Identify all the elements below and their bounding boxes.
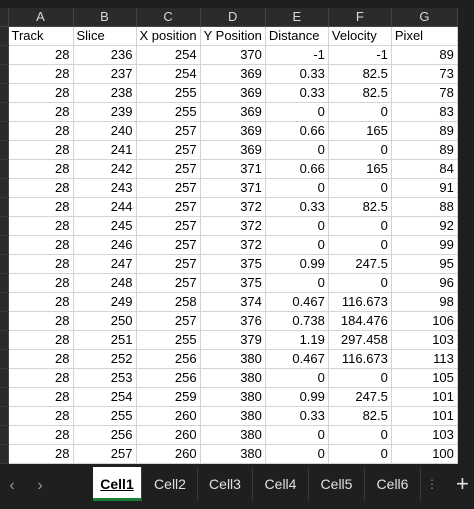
cell-slice[interactable]: 250 — [73, 312, 136, 331]
table-row — [0, 103, 457, 122]
cell-distance[interactable]: 0 — [265, 236, 328, 255]
cell-track[interactable]: 28 — [8, 255, 73, 274]
cell-pixel[interactable]: 100 — [391, 445, 457, 464]
cell-pixel[interactable]: 73 — [391, 65, 457, 84]
cell-velocity[interactable]: 82.5 — [328, 65, 391, 84]
cell-pixel[interactable]: 105 — [391, 369, 457, 388]
chevron-left-icon[interactable]: ‹ — [9, 477, 15, 494]
cell-y-position[interactable]: 370 — [200, 46, 265, 65]
cell-pixel[interactable]: 113 — [391, 350, 457, 369]
cell-slice[interactable]: 248 — [73, 274, 136, 293]
tab-cell6[interactable]: Cell6 — [365, 467, 421, 501]
cell-slice[interactable]: 236 — [73, 46, 136, 65]
cell-velocity[interactable]: 0 — [328, 426, 391, 445]
cell-pixel[interactable]: 91 — [391, 179, 457, 198]
row-header[interactable] — [0, 445, 8, 464]
column-header-f[interactable]: F — [328, 8, 391, 27]
cell-slice[interactable]: 245 — [73, 217, 136, 236]
row-header[interactable] — [0, 331, 8, 350]
cell-distance[interactable]: 0 — [265, 179, 328, 198]
row-header[interactable] — [0, 217, 8, 236]
table-row — [0, 293, 457, 312]
cell-distance[interactable]: 0.66 — [265, 160, 328, 179]
cell-pixel[interactable]: 103 — [391, 426, 457, 445]
cell-distance[interactable]: 0.33 — [265, 198, 328, 217]
row-header[interactable] — [0, 141, 8, 160]
plus-icon[interactable]: + — [456, 471, 469, 496]
cell-track[interactable]: 28 — [8, 293, 73, 312]
table-row — [0, 46, 457, 65]
cell-x-position[interactable]: 254 — [136, 65, 200, 84]
cell-track[interactable]: 28 — [8, 141, 73, 160]
cell-pixel[interactable]: 99 — [391, 236, 457, 255]
cell-y-position[interactable]: 371 — [200, 160, 265, 179]
cell-velocity[interactable]: 184.476 — [328, 312, 391, 331]
cell-pixel[interactable]: 96 — [391, 274, 457, 293]
cell-velocity[interactable]: 247.5 — [328, 388, 391, 407]
cell-y-position[interactable]: 380 — [200, 407, 265, 426]
header-cell-y-position[interactable]: Y Position — [200, 27, 265, 46]
cell-velocity[interactable]: 247.5 — [328, 255, 391, 274]
cell-x-position[interactable]: 257 — [136, 179, 200, 198]
cell-y-position[interactable]: 369 — [200, 84, 265, 103]
cell-y-position[interactable]: 375 — [200, 255, 265, 274]
row-header[interactable] — [0, 46, 8, 65]
cell-velocity[interactable]: 165 — [328, 122, 391, 141]
cell-x-position[interactable]: 257 — [136, 141, 200, 160]
cell-x-position[interactable]: 257 — [136, 160, 200, 179]
row-header[interactable] — [0, 274, 8, 293]
cell-y-position[interactable]: 375 — [200, 274, 265, 293]
cell-y-position[interactable]: 380 — [200, 426, 265, 445]
cell-y-position[interactable]: 369 — [200, 103, 265, 122]
column-header-e[interactable]: E — [265, 8, 328, 27]
cell-track[interactable]: 28 — [8, 274, 73, 293]
cell-distance[interactable]: 1.19 — [265, 331, 328, 350]
cell-track[interactable]: 28 — [8, 65, 73, 84]
cell-distance[interactable]: 0.33 — [265, 84, 328, 103]
cell-velocity[interactable]: 0 — [328, 236, 391, 255]
cell-distance[interactable]: -1 — [265, 46, 328, 65]
table-row — [0, 274, 457, 293]
row-header[interactable] — [0, 293, 8, 312]
row-header[interactable] — [0, 407, 8, 426]
cell-x-position[interactable]: 257 — [136, 198, 200, 217]
cell-x-position[interactable]: 255 — [136, 331, 200, 350]
cell-slice[interactable]: 247 — [73, 255, 136, 274]
table-row — [0, 122, 457, 141]
cell-pixel[interactable]: 95 — [391, 255, 457, 274]
row-header[interactable] — [0, 179, 8, 198]
cell-y-position[interactable]: 369 — [200, 122, 265, 141]
cell-x-position[interactable]: 257 — [136, 217, 200, 236]
table-header-row — [0, 27, 457, 46]
table-row — [0, 217, 457, 236]
spreadsheet-grid — [0, 8, 458, 464]
header-cell-distance[interactable]: Distance — [265, 27, 328, 46]
cell-y-position[interactable]: 369 — [200, 65, 265, 84]
cell-x-position[interactable]: 260 — [136, 426, 200, 445]
cell-track[interactable]: 28 — [8, 179, 73, 198]
cell-distance[interactable]: 0.99 — [265, 255, 328, 274]
row-header[interactable] — [0, 255, 8, 274]
cell-distance[interactable]: 0.467 — [265, 293, 328, 312]
cell-x-position[interactable]: 258 — [136, 293, 200, 312]
table-row — [0, 236, 457, 255]
cell-distance[interactable]: 0.66 — [265, 122, 328, 141]
cell-x-position[interactable]: 255 — [136, 103, 200, 122]
cell-distance[interactable]: 0 — [265, 103, 328, 122]
cell-pixel[interactable]: 103 — [391, 331, 457, 350]
cell-velocity[interactable]: 165 — [328, 160, 391, 179]
cell-slice[interactable]: 253 — [73, 369, 136, 388]
table-row — [0, 160, 457, 179]
cell-x-position[interactable]: 257 — [136, 274, 200, 293]
row-header[interactable] — [0, 198, 8, 217]
cell-track[interactable]: 28 — [8, 426, 73, 445]
cell-track[interactable]: 28 — [8, 236, 73, 255]
cell-velocity[interactable]: 297.458 — [328, 331, 391, 350]
cell-slice[interactable]: 255 — [73, 407, 136, 426]
table-row — [0, 426, 457, 445]
cell-y-position[interactable]: 380 — [200, 350, 265, 369]
cell-track[interactable]: 28 — [8, 122, 73, 141]
cell-slice[interactable]: 239 — [73, 103, 136, 122]
row-header[interactable] — [0, 160, 8, 179]
row-header[interactable] — [0, 350, 8, 369]
column-header-d[interactable]: D — [200, 8, 265, 27]
chevron-right-icon[interactable]: › — [37, 477, 43, 494]
cell-slice[interactable]: 256 — [73, 426, 136, 445]
cell-slice[interactable]: 254 — [73, 388, 136, 407]
cell-track[interactable]: 28 — [8, 445, 73, 464]
cell-velocity[interactable]: 0 — [328, 445, 391, 464]
column-header-c[interactable]: C — [136, 8, 200, 27]
cell-y-position[interactable]: 376 — [200, 312, 265, 331]
row-header[interactable] — [0, 122, 8, 141]
cell-slice[interactable]: 243 — [73, 179, 136, 198]
cell-track[interactable]: 28 — [8, 84, 73, 103]
row-header[interactable] — [0, 312, 8, 331]
cell-velocity[interactable]: 0 — [328, 217, 391, 236]
column-header-b[interactable]: B — [73, 8, 136, 27]
cell-y-position[interactable]: 380 — [200, 388, 265, 407]
cell-velocity[interactable]: 116.673 — [328, 293, 391, 312]
cell-pixel[interactable]: 98 — [391, 293, 457, 312]
cell-pixel[interactable]: 101 — [391, 388, 457, 407]
header-cell-pixel[interactable]: Pixel — [391, 27, 457, 46]
cell-y-position[interactable]: 380 — [200, 445, 265, 464]
table-row — [0, 369, 457, 388]
cell-x-position[interactable]: 256 — [136, 350, 200, 369]
cell-pixel[interactable]: 101 — [391, 407, 457, 426]
table-row — [0, 255, 457, 274]
cell-x-position[interactable]: 257 — [136, 255, 200, 274]
cell-x-position[interactable]: 260 — [136, 445, 200, 464]
cell-velocity[interactable]: 0 — [328, 274, 391, 293]
table-row — [0, 331, 457, 350]
table-row — [0, 141, 457, 160]
table-row — [0, 312, 457, 331]
table-row — [0, 179, 457, 198]
cell-track[interactable]: 28 — [8, 160, 73, 179]
cell-x-position[interactable]: 256 — [136, 369, 200, 388]
cell-distance[interactable]: 0.738 — [265, 312, 328, 331]
cell-track[interactable]: 28 — [8, 198, 73, 217]
column-header-row — [0, 8, 457, 27]
cell-track[interactable]: 28 — [8, 331, 73, 350]
cell-slice[interactable]: 237 — [73, 65, 136, 84]
cell-velocity[interactable]: 0 — [328, 103, 391, 122]
cell-y-position[interactable]: 379 — [200, 331, 265, 350]
cell-track[interactable]: 28 — [8, 46, 73, 65]
cell-y-position[interactable]: 372 — [200, 217, 265, 236]
header-cell-velocity[interactable]: Velocity — [328, 27, 391, 46]
cell-slice[interactable]: 238 — [73, 84, 136, 103]
cell-track[interactable]: 28 — [8, 103, 73, 122]
cell-track[interactable]: 28 — [8, 407, 73, 426]
cell-y-position[interactable]: 369 — [200, 141, 265, 160]
cell-distance[interactable]: 0 — [265, 141, 328, 160]
cell-x-position[interactable]: 260 — [136, 407, 200, 426]
row-header[interactable] — [0, 388, 8, 407]
cell-pixel[interactable]: 89 — [391, 46, 457, 65]
cell-pixel[interactable]: 92 — [391, 217, 457, 236]
cell-velocity[interactable]: -1 — [328, 46, 391, 65]
cell-slice[interactable]: 240 — [73, 122, 136, 141]
cell-velocity[interactable]: 82.5 — [328, 84, 391, 103]
select-all-corner[interactable] — [0, 8, 8, 27]
cell-track[interactable]: 28 — [8, 312, 73, 331]
cell-distance[interactable]: 0.33 — [265, 65, 328, 84]
cell-y-position[interactable]: 371 — [200, 179, 265, 198]
row-header[interactable] — [0, 65, 8, 84]
cell-velocity[interactable]: 82.5 — [328, 407, 391, 426]
header-cell-slice[interactable]: Slice — [73, 27, 136, 46]
row-header[interactable] — [0, 103, 8, 122]
cell-y-position[interactable]: 372 — [200, 198, 265, 217]
cell-y-position[interactable]: 374 — [200, 293, 265, 312]
cell-slice[interactable]: 244 — [73, 198, 136, 217]
tab-cell2[interactable]: Cell2 — [143, 467, 198, 501]
cell-distance[interactable]: 0.467 — [265, 350, 328, 369]
cell-x-position[interactable]: 257 — [136, 122, 200, 141]
cell-distance[interactable]: 0 — [265, 369, 328, 388]
cell-track[interactable]: 28 — [8, 217, 73, 236]
cell-slice[interactable]: 242 — [73, 160, 136, 179]
table-row — [0, 407, 457, 426]
cell-slice[interactable]: 251 — [73, 331, 136, 350]
cell-distance[interactable]: 0.33 — [265, 407, 328, 426]
ellipsis-icon[interactable]: ⋮ — [426, 477, 438, 491]
cell-slice[interactable]: 246 — [73, 236, 136, 255]
cell-velocity[interactable]: 0 — [328, 179, 391, 198]
tab-label: Cell1 — [100, 476, 134, 492]
column-header-a[interactable]: A — [8, 8, 73, 27]
table-row — [0, 84, 457, 103]
cell-velocity[interactable]: 0 — [328, 141, 391, 160]
cell-y-position[interactable]: 372 — [200, 236, 265, 255]
table-row — [0, 388, 457, 407]
cell-pixel[interactable]: 88 — [391, 198, 457, 217]
header-cell-track[interactable]: Track — [8, 27, 73, 46]
cell-slice[interactable]: 249 — [73, 293, 136, 312]
table-row — [0, 198, 457, 217]
cell-distance[interactable]: 0.99 — [265, 388, 328, 407]
cell-distance[interactable]: 0 — [265, 274, 328, 293]
table-row — [0, 445, 457, 464]
table-row — [0, 350, 457, 369]
row-header[interactable] — [0, 27, 8, 46]
cell-pixel[interactable]: 83 — [391, 103, 457, 122]
cell-pixel[interactable]: 106 — [391, 312, 457, 331]
cell-pixel[interactable]: 84 — [391, 160, 457, 179]
cell-slice[interactable]: 241 — [73, 141, 136, 160]
cell-distance[interactable]: 0 — [265, 217, 328, 236]
cell-distance[interactable]: 0 — [265, 426, 328, 445]
row-header[interactable] — [0, 426, 8, 445]
tab-cell3[interactable]: Cell3 — [198, 467, 253, 501]
cell-slice[interactable]: 252 — [73, 350, 136, 369]
header-cell-x-position[interactable]: X position — [136, 27, 200, 46]
cell-track[interactable]: 28 — [8, 350, 73, 369]
cell-x-position[interactable]: 255 — [136, 84, 200, 103]
cell-y-position[interactable]: 380 — [200, 369, 265, 388]
cell-velocity[interactable]: 0 — [328, 369, 391, 388]
tab-cell4[interactable]: Cell4 — [253, 467, 309, 501]
cell-distance[interactable]: 0 — [265, 445, 328, 464]
cell-x-position[interactable]: 259 — [136, 388, 200, 407]
cell-slice[interactable]: 257 — [73, 445, 136, 464]
cell-x-position[interactable]: 257 — [136, 312, 200, 331]
table-row — [0, 65, 457, 84]
row-header[interactable] — [0, 369, 8, 388]
cell-velocity[interactable]: 82.5 — [328, 198, 391, 217]
cell-track[interactable]: 28 — [8, 388, 73, 407]
row-header[interactable] — [0, 84, 8, 103]
tab-cell5[interactable]: Cell5 — [309, 467, 365, 501]
cell-x-position[interactable]: 257 — [136, 236, 200, 255]
cell-x-position[interactable]: 254 — [136, 46, 200, 65]
cell-track[interactable]: 28 — [8, 369, 73, 388]
tab-cell1[interactable] — [93, 467, 142, 501]
cell-pixel[interactable]: 89 — [391, 122, 457, 141]
sheet-tab-bar — [0, 467, 474, 509]
column-header-g[interactable]: G — [391, 8, 457, 27]
row-header[interactable] — [0, 236, 8, 255]
cell-velocity[interactable]: 116.673 — [328, 350, 391, 369]
cell-pixel[interactable]: 89 — [391, 141, 457, 160]
cell-pixel[interactable]: 78 — [391, 84, 457, 103]
